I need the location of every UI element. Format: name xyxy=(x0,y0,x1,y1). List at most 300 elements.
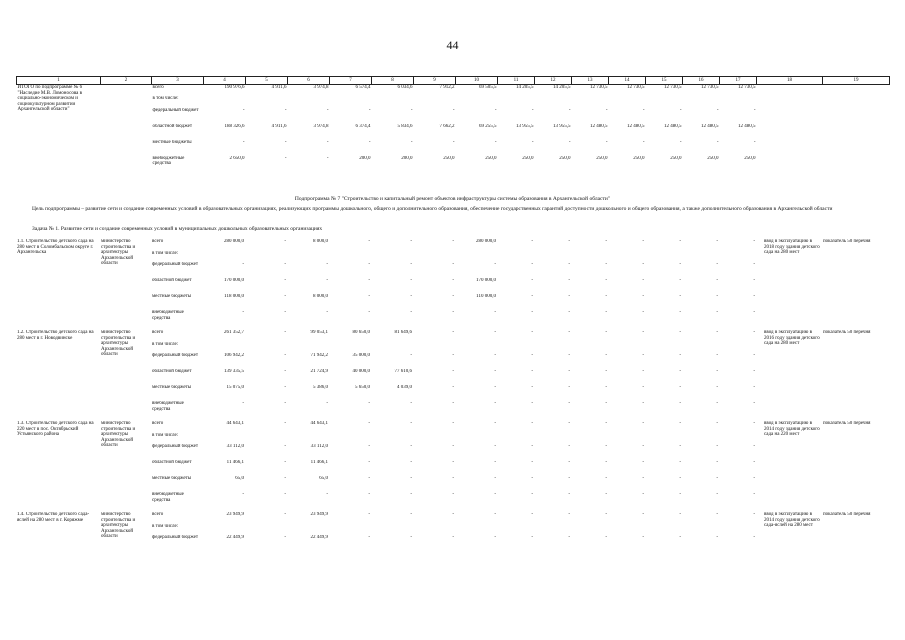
expected-result: ввод в эксплуатацию в 2016 году здания детского сада на 280 мест xyxy=(764,330,820,347)
amount-value: 14 205,5 xyxy=(516,85,534,90)
subprogram-title: Подпрограмма № 7 "Строительство и капитальный ремонт объектов инфраструктуры системы образования в Архангельской области" xyxy=(294,196,611,202)
funding-source: федеральный бюджет xyxy=(152,444,199,449)
amount-value: 15 075,0 xyxy=(226,385,244,390)
amount-value: - xyxy=(410,421,412,426)
amount-value: - xyxy=(494,460,496,465)
amount-value: 6 574,4 xyxy=(355,85,371,90)
empty-cell xyxy=(572,96,609,108)
amount-value: - xyxy=(679,421,681,426)
amount-value: - xyxy=(531,385,533,390)
empty-cell xyxy=(455,251,497,263)
amount-value: - xyxy=(679,278,681,283)
empty-cell xyxy=(608,433,645,445)
amount-value: - xyxy=(753,369,755,374)
amount-value: - xyxy=(753,476,755,481)
indicator: показатель 50 перечня xyxy=(823,239,871,244)
amount-value: 250,0 xyxy=(670,155,682,161)
empty-cell xyxy=(645,433,682,445)
funding-source: всего xyxy=(152,239,164,244)
amount-value: - xyxy=(452,535,454,540)
amount-value: - xyxy=(410,310,412,315)
amount-value: 77 610,6 xyxy=(394,369,412,374)
amount-value: - xyxy=(605,353,607,358)
column-number: 9 xyxy=(414,77,456,85)
amount-value: - xyxy=(605,476,607,481)
amount-value: - xyxy=(494,369,496,374)
amount-value: - xyxy=(531,535,533,540)
column-number: 1 xyxy=(17,77,101,85)
amount-value: - xyxy=(410,262,412,267)
empty-cell xyxy=(534,524,571,536)
amount-value: - xyxy=(568,535,570,540)
amount-value: - xyxy=(531,512,533,517)
empty-cell xyxy=(329,524,371,536)
amount-value: - xyxy=(642,492,644,497)
amount-value: 12 730,5 xyxy=(664,85,682,90)
empty-cell xyxy=(497,342,534,354)
amount-value: - xyxy=(679,460,681,465)
amount-value: - xyxy=(679,310,681,315)
column-number: 6 xyxy=(288,77,330,85)
empty-cell xyxy=(719,524,756,536)
amount-value: - xyxy=(716,535,718,540)
amount-value: - xyxy=(494,310,496,315)
amount-value: - xyxy=(284,369,286,374)
amount-value: - xyxy=(568,492,570,497)
executor: министерство строительства и архитектуры Архангельской области xyxy=(101,512,136,540)
empty-cell xyxy=(371,342,413,354)
amount-value: - xyxy=(284,385,286,390)
amount-value: - xyxy=(753,512,755,517)
empty-cell xyxy=(682,342,719,354)
amount-value: - xyxy=(642,107,645,113)
funding-source: местные бюджеты xyxy=(152,139,192,145)
amount-value: - xyxy=(716,512,718,517)
amount-value: 188 326,6 xyxy=(224,123,245,129)
amount-value: - xyxy=(410,353,412,358)
subprogram-7-table xyxy=(16,239,889,555)
amount-value: - xyxy=(753,262,755,267)
amount-value: - xyxy=(368,512,370,517)
amount-value: - xyxy=(753,444,755,449)
amount-value: - xyxy=(452,369,454,374)
amount-value: - xyxy=(494,535,496,540)
amount-value: - xyxy=(531,353,533,358)
amount-value: 12 480,5 xyxy=(590,123,608,129)
executor: министерство строительства и архитектуры Архангельской области xyxy=(101,421,136,449)
amount-value: - xyxy=(452,512,454,517)
amount-value: - xyxy=(452,492,454,497)
amount-value: 23 949,9 xyxy=(310,512,328,517)
amount-value: 81 649,6 xyxy=(394,330,412,335)
empty-cell xyxy=(203,342,245,354)
measure-name: ИТОГО по подпрограмме № 6 "Наследие М.В. Ломоносова в социально-экономическом и социокультурном развитии Архангельской области" xyxy=(17,85,83,113)
amount-value: - xyxy=(368,444,370,449)
empty-cell xyxy=(719,342,756,354)
amount-value: - xyxy=(410,107,413,113)
amount-value: - xyxy=(753,535,755,540)
amount-value: - xyxy=(410,460,412,465)
amount-value: - xyxy=(753,353,755,358)
amount-value: 7 912,2 xyxy=(439,85,455,90)
column-number: 8 xyxy=(372,77,414,85)
amount-value: - xyxy=(753,330,755,335)
empty-cell xyxy=(413,342,455,354)
amount-value: - xyxy=(284,330,286,335)
amount-value: - xyxy=(605,512,607,517)
amount-value: - xyxy=(410,239,412,244)
amount-value: - xyxy=(368,476,370,481)
empty-cell xyxy=(682,433,719,445)
amount-value: 80 650,0 xyxy=(352,330,370,335)
amount-value: - xyxy=(716,239,718,244)
amount-value: - xyxy=(753,239,755,244)
amount-value: - xyxy=(326,262,328,267)
empty-cell xyxy=(287,342,329,354)
amount-value: - xyxy=(452,262,454,267)
amount-value: - xyxy=(642,139,645,145)
amount-value: - xyxy=(679,385,681,390)
amount-value: 8 000,0 xyxy=(313,239,328,244)
amount-value: - xyxy=(568,330,570,335)
funding-source: всего xyxy=(152,330,164,335)
amount-value: 44 643,1 xyxy=(226,421,244,426)
amount-value: - xyxy=(568,239,570,244)
amount-value: 5 386,0 xyxy=(313,385,328,390)
amount-value: - xyxy=(605,262,607,267)
funding-source: в том числе: xyxy=(152,523,179,529)
empty-cell xyxy=(204,96,246,108)
amount-value: - xyxy=(679,353,681,358)
amount-value: - xyxy=(642,460,644,465)
amount-value: - xyxy=(568,353,570,358)
amount-value: 280 000,0 xyxy=(224,239,244,244)
column-number: 10 xyxy=(456,77,498,85)
measure-name: 1.1. Строительство детского сада на 280 мест в Соломбальском округе г. Архангельска xyxy=(17,239,94,256)
funding-source: федеральный бюджет xyxy=(152,262,199,267)
funding-source: федеральный бюджет xyxy=(152,107,199,113)
amount-value: - xyxy=(410,139,413,145)
funding-source: областной бюджет xyxy=(152,460,192,465)
funding-source: федеральный бюджет xyxy=(152,353,199,358)
amount-value: 12 730,5 xyxy=(590,85,608,90)
funding-source: в том числе: xyxy=(152,341,179,347)
expected-result: ввод в эксплуатацию в 2014 году здания детского сада-яслей на 280 мест xyxy=(764,512,820,529)
amount-value: - xyxy=(368,401,370,406)
empty-cell xyxy=(608,251,645,263)
amount-value: - xyxy=(642,330,644,335)
expected-result xyxy=(757,85,823,172)
amount-value: 65,0 xyxy=(319,476,328,481)
amount-value: - xyxy=(494,330,496,335)
amount-value: - xyxy=(716,310,718,315)
amount-value: - xyxy=(531,476,533,481)
amount-value: - xyxy=(452,310,454,315)
indicator xyxy=(823,85,890,172)
funding-source: местные бюджеты xyxy=(152,294,192,299)
column-number: 17 xyxy=(720,77,757,85)
funding-source: в том числе: xyxy=(152,250,179,256)
empty-cell xyxy=(646,96,683,108)
amount-value: - xyxy=(716,421,718,426)
empty-cell xyxy=(203,524,245,536)
funding-row xyxy=(16,239,889,251)
amount-value: 190 976,6 xyxy=(224,85,245,90)
amount-value: - xyxy=(531,107,534,113)
empty-cell xyxy=(329,251,371,263)
column-number: 3 xyxy=(152,77,204,85)
amount-value: - xyxy=(410,444,412,449)
amount-value: - xyxy=(716,444,718,449)
amount-value: 106 942,2 xyxy=(224,353,244,358)
amount-value: - xyxy=(531,239,533,244)
amount-value: - xyxy=(568,310,570,315)
amount-value: - xyxy=(568,385,570,390)
amount-value: - xyxy=(326,155,329,161)
amount-value: - xyxy=(679,139,682,145)
empty-cell xyxy=(535,96,572,108)
amount-value: - xyxy=(568,401,570,406)
amount-value: - xyxy=(494,385,496,390)
amount-value: - xyxy=(642,512,644,517)
amount-value: - xyxy=(568,139,571,145)
empty-cell xyxy=(645,524,682,536)
amount-value: - xyxy=(452,239,454,244)
amount-value: - xyxy=(410,401,412,406)
empty-cell xyxy=(498,96,535,108)
amount-value: - xyxy=(753,139,756,145)
amount-value: - xyxy=(716,492,718,497)
amount-value: - xyxy=(605,369,607,374)
amount-value: - xyxy=(753,385,755,390)
amount-value: 170 000,0 xyxy=(224,278,244,283)
amount-value: 12 730,5 xyxy=(738,85,756,90)
amount-value: - xyxy=(605,278,607,283)
amount-value: 250,0 xyxy=(707,155,719,161)
amount-value: - xyxy=(679,107,682,113)
amount-value: 71 942,2 xyxy=(310,353,328,358)
empty-cell xyxy=(609,96,646,108)
amount-value: - xyxy=(284,278,286,283)
funding-source: всего xyxy=(152,512,164,517)
column-number: 15 xyxy=(646,77,683,85)
program-table xyxy=(16,76,890,172)
amount-value: 5 650,0 xyxy=(355,385,370,390)
funding-source: всего xyxy=(152,421,164,426)
amount-value: - xyxy=(368,239,370,244)
amount-value: - xyxy=(605,107,608,113)
amount-value: 250,0 xyxy=(559,155,571,161)
amount-value: - xyxy=(679,294,681,299)
empty-cell xyxy=(456,96,498,108)
amount-value: - xyxy=(284,401,286,406)
subprogram-task: Задача № 1. Развитие сети и создание современных условий в муниципальных дошкольных образовательных организациях xyxy=(32,226,323,232)
empty-cell xyxy=(645,342,682,354)
column-number: 7 xyxy=(330,77,372,85)
amount-value: - xyxy=(452,278,454,283)
amount-value: - xyxy=(753,401,755,406)
amount-value: - xyxy=(753,278,755,283)
empty-cell xyxy=(413,433,455,445)
empty-cell xyxy=(682,251,719,263)
amount-value: - xyxy=(452,421,454,426)
amount-value: - xyxy=(679,512,681,517)
amount-value: - xyxy=(568,369,570,374)
amount-value: - xyxy=(494,512,496,517)
amount-value: - xyxy=(531,139,534,145)
amount-value: 69 505,5 xyxy=(479,85,497,90)
empty-cell xyxy=(246,96,288,108)
amount-value: - xyxy=(679,262,681,267)
column-number: 4 xyxy=(204,77,246,85)
amount-value: - xyxy=(326,278,328,283)
funding-source: в том числе: xyxy=(152,432,179,438)
amount-value: - xyxy=(494,401,496,406)
column-number: 14 xyxy=(609,77,646,85)
amount-value: 21 724,9 xyxy=(310,369,328,374)
empty-cell xyxy=(288,96,330,108)
funding-source: внебюджетные средства xyxy=(152,492,184,503)
empty-cell xyxy=(329,342,371,354)
empty-cell xyxy=(719,251,756,263)
amount-value: - xyxy=(531,444,533,449)
amount-value: 99 053,1 xyxy=(310,330,328,335)
amount-value: - xyxy=(642,278,644,283)
empty-cell xyxy=(720,96,757,108)
amount-value: - xyxy=(242,262,244,267)
amount-value: - xyxy=(642,310,644,315)
amount-value: 4 911,6 xyxy=(271,123,287,129)
amount-value: 261 352,7 xyxy=(224,330,244,335)
empty-cell xyxy=(203,251,245,263)
funding-source: областной бюджет xyxy=(152,369,192,374)
amount-value: - xyxy=(531,278,533,283)
amount-value: 6 374,4 xyxy=(355,123,371,129)
amount-value: - xyxy=(679,476,681,481)
amount-value: - xyxy=(368,310,370,315)
amount-value: - xyxy=(642,444,644,449)
amount-value: - xyxy=(716,262,718,267)
amount-value: 23 949,9 xyxy=(226,512,244,517)
empty-cell xyxy=(455,524,497,536)
amount-value: - xyxy=(716,401,718,406)
amount-value: - xyxy=(452,294,454,299)
amount-value: - xyxy=(242,310,244,315)
amount-value: - xyxy=(242,492,244,497)
amount-value: 4 911,6 xyxy=(271,85,287,90)
empty-cell xyxy=(682,524,719,536)
amount-value: - xyxy=(452,460,454,465)
amount-value: - xyxy=(410,492,412,497)
amount-value: - xyxy=(605,239,607,244)
amount-value: - xyxy=(531,294,533,299)
amount-value: - xyxy=(284,476,286,481)
amount-value: - xyxy=(642,239,644,244)
column-number: 2 xyxy=(101,77,152,85)
amount-value: 13 955,5 xyxy=(516,123,534,129)
empty-cell xyxy=(571,433,608,445)
column-number: 5 xyxy=(246,77,288,85)
empty-cell xyxy=(414,96,456,108)
amount-value: - xyxy=(642,294,644,299)
amount-value: - xyxy=(716,476,718,481)
amount-value: - xyxy=(716,107,719,113)
empty-cell xyxy=(203,433,245,445)
column-number: 13 xyxy=(572,77,609,85)
amount-value: - xyxy=(326,139,329,145)
empty-cell xyxy=(330,96,372,108)
amount-value: - xyxy=(753,492,755,497)
funding-source: в том числе: xyxy=(152,96,179,101)
amount-value: - xyxy=(531,330,533,335)
amount-value: 3 974,8 xyxy=(313,85,329,90)
amount-value: - xyxy=(284,155,287,161)
amount-value: - xyxy=(452,139,455,145)
amount-value: 6 034,6 xyxy=(397,85,413,90)
amount-value: 3 974,8 xyxy=(313,123,329,129)
amount-value: 12 480,5 xyxy=(738,123,756,129)
amount-value: 250,0 xyxy=(633,155,645,161)
amount-value: - xyxy=(242,139,245,145)
amount-value: - xyxy=(568,421,570,426)
amount-value: - xyxy=(642,262,644,267)
amount-value: - xyxy=(568,460,570,465)
amount-value: - xyxy=(605,401,607,406)
empty-cell xyxy=(683,96,720,108)
amount-value: - xyxy=(679,401,681,406)
amount-value: - xyxy=(368,460,370,465)
amount-value: - xyxy=(568,262,570,267)
spacer-row xyxy=(16,551,889,555)
funding-source: всего xyxy=(152,85,164,90)
amount-value: 44 643,1 xyxy=(310,421,328,426)
amount-value: - xyxy=(410,294,412,299)
empty-cell xyxy=(719,433,756,445)
empty-cell xyxy=(371,433,413,445)
amount-value: - xyxy=(642,385,644,390)
amount-value: - xyxy=(716,460,718,465)
amount-value: - xyxy=(679,369,681,374)
amount-value: - xyxy=(531,492,533,497)
amount-value: - xyxy=(326,310,328,315)
amount-value: - xyxy=(605,139,608,145)
amount-value: - xyxy=(642,369,644,374)
amount-value: 12 730,5 xyxy=(627,85,645,90)
amount-value: - xyxy=(284,139,287,145)
amount-value: - xyxy=(568,278,570,283)
measure-name: 1.4. Строительство детского сада-яслей на 280 мест в г. Коряжме xyxy=(17,512,90,523)
amount-value: - xyxy=(326,107,329,113)
amount-value: - xyxy=(531,369,533,374)
amount-value: - xyxy=(642,353,644,358)
amount-value: 5 834,6 xyxy=(397,123,413,129)
funding-row xyxy=(16,512,889,524)
amount-value: 8 000,0 xyxy=(313,294,328,299)
amount-value: - xyxy=(368,107,371,113)
amount-value: 40 000,0 xyxy=(352,369,370,374)
column-number-row xyxy=(17,77,890,85)
amount-value: - xyxy=(605,294,607,299)
amount-value: - xyxy=(452,385,454,390)
empty-cell xyxy=(329,433,371,445)
amount-value: - xyxy=(568,444,570,449)
amount-value: - xyxy=(494,444,496,449)
funding-source: областной бюджет xyxy=(152,278,192,283)
amount-value: 200,0 xyxy=(401,155,413,161)
amount-value: - xyxy=(531,401,533,406)
amount-value: - xyxy=(716,369,718,374)
funding-source: областной бюджет xyxy=(152,123,193,129)
